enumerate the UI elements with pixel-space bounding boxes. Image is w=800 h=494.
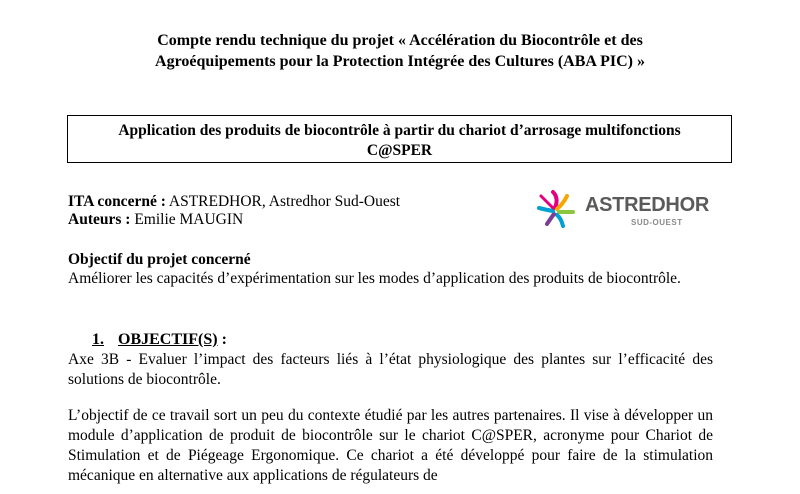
astredhor-flower-icon [533,188,581,232]
ita-value: ASTREDHOR, Astredhor Sud-Ouest [165,193,401,210]
subject-line-2: C@SPER [366,142,433,159]
section-heading [92,330,227,350]
body-paragraph: L’objectif de ce travail sort un peu du contexte étudié par les autres partenaires. Il vise à développer un module d’application de produit de biocontrôle sur le chariot C@SPER, acronyme pour Chariot de Stimulation et de Piégeage Ergonomique. Ce chariot a été développé pour faire de la stimulation mécanique en alternative aux applications de régulateurs de [68,407,713,484]
authors-label: Auteurs : [68,211,131,228]
logo-name: ASTREDHOR [585,194,709,216]
authors-value: Emilie MAUGIN [130,211,244,228]
authors-line [68,210,243,230]
objective-text: Améliorer les capacités d’expérimentation sur les modes d’application des produits de biocontrôle. [68,270,681,287]
axe-text: Axe 3B - Evaluer l’impact des facteurs liés à l’état physiologique des plantes sur l’efficacité des solutions de biocontrôle. [68,351,713,388]
document-title [60,30,740,72]
ita-label: ITA concerné : [68,193,166,210]
subject-box [67,115,732,163]
astredhor-logo [533,188,713,232]
ita-line [68,192,400,212]
objective-heading: Objectif du projet concerné [68,251,251,268]
section-title: OBJECTIF(S) [118,331,218,348]
section-colon: : [217,331,227,348]
title-line-2: Agroéquipements pour la Protection Intégrée des Cultures (ABA PIC) » [155,53,645,70]
subject-line-1: Application des produits de biocontrôle à partir du chariot d’arrosage multifonctions [118,122,681,139]
title-line-1: Compte rendu technique du projet « Accélération du Biocontrôle et des [157,32,643,49]
logo-subtitle: SUD-OUEST [631,218,683,227]
section-number: 1. [92,331,104,348]
